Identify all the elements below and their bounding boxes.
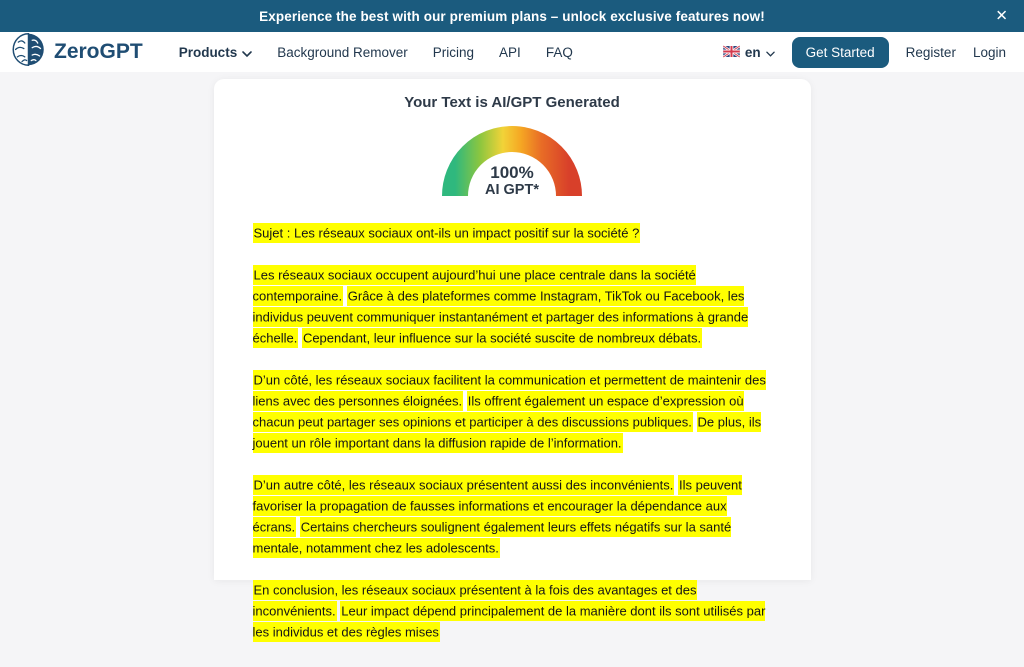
gauge-percent: 100% — [490, 162, 534, 182]
highlighted-sentence: En conclusion, les réseaux sociaux présentent à la fois des avantages et des inconvénients. — [253, 580, 697, 621]
close-icon[interactable]: ✕ — [995, 7, 1008, 25]
essay-text — [253, 222, 772, 667]
highlighted-sentence: D’un autre côté, les réseaux sociaux présentent aussi des inconvénients. — [253, 475, 675, 495]
essay-paragraph — [253, 369, 772, 453]
nav-item-background-remover[interactable]: Background Remover — [277, 44, 408, 60]
get-started-button[interactable]: Get Started — [792, 37, 889, 68]
highlighted-sentence: Sujet : Les réseaux sociaux ont-ils un impact positif sur la société ? — [253, 223, 641, 243]
nav-item-pricing[interactable]: Pricing — [432, 44, 475, 60]
promo-banner-text: Experience the best with our premium plans – unlock exclusive features now! — [259, 8, 765, 24]
highlighted-sentence: Grâce à des plateformes comme Instagram, TikTok ou Facebook, les individus peuvent communiquer instantanément et partager des informations à grande échelle. — [253, 286, 749, 348]
highlighted-sentence: Les réseaux sociaux occupent aujourd’hui une place centrale dans la société contemporaine. — [253, 265, 696, 306]
essay-paragraph — [253, 579, 772, 642]
chevron-down-icon — [242, 45, 252, 60]
nav-item-api[interactable]: API — [499, 44, 521, 60]
essay-paragraph — [253, 222, 772, 243]
ai-gauge — [442, 125, 582, 197]
gauge-label — [442, 163, 582, 199]
language-selector[interactable] — [723, 45, 775, 60]
register-link[interactable]: Register — [905, 44, 956, 60]
promo-banner — [0, 0, 1024, 32]
result-card — [214, 79, 811, 639]
essay-paragraph — [253, 264, 772, 348]
highlighted-sentence: D’un côté, les réseaux sociaux facilitent la communication et permettent de maintenir des liens avec des personnes éloignées. — [253, 370, 766, 411]
highlighted-sentence: Ils peuvent favoriser la propagation de fausses informations et encourager la dépendance aux écrans. — [253, 475, 742, 537]
essay-paragraph — [253, 474, 772, 558]
result-heading: Your Text is AI/GPT Generated — [404, 94, 620, 111]
nav-links — [179, 45, 723, 60]
nav-item-faq[interactable]: FAQ — [545, 44, 573, 60]
gauge-sub-label: AI GPT* — [485, 182, 539, 199]
nav-item-products[interactable]: Products — [179, 45, 253, 60]
brain-logo-icon — [10, 31, 47, 73]
nav-right — [723, 37, 1006, 68]
highlighted-sentence: Leur impact dépend principalement de la manière dont ils sont utilisés par les individus et des règles mises — [253, 601, 766, 642]
brand-name: ZeroGPT — [54, 40, 143, 63]
highlighted-sentence: Certains chercheurs soulignent également leurs effets négatifs sur la santé mentale, notamment chez les adolescents. — [253, 517, 732, 558]
chevron-down-icon — [766, 45, 775, 60]
main-area — [0, 72, 1024, 639]
brand-logo[interactable] — [10, 31, 143, 73]
navbar — [0, 32, 1024, 72]
highlighted-sentence: Ils offrent également un espace d’expression où chacun peut partager ses opinions et participer à des discussions publiques. — [253, 391, 744, 432]
login-link[interactable]: Login — [972, 44, 1006, 60]
highlighted-sentence: Cependant, leur influence sur la société suscite de nombreux débats. — [302, 328, 702, 348]
uk-flag-icon — [723, 45, 740, 60]
highlighted-sentence: De plus, ils jouent un rôle important dans la diffusion rapide de l’information. — [253, 412, 762, 453]
language-code: en — [744, 44, 761, 60]
